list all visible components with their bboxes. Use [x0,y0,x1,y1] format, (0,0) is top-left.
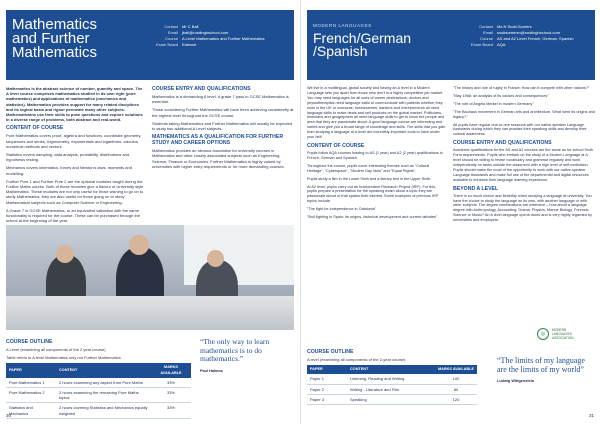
contact-value: Ms N Scott-Somers [497,24,532,29]
course-outline [6,336,191,419]
section-heading: MATHEMATICS AS A QUALIFICATION FOR FURTHER STUDY AND CAREER OPTIONS [152,134,284,147]
quote-text: “The only way to learn mathematics is to do mathematics.” [200,337,270,363]
contact-block [154,24,264,48]
globe-icon: ◎ [537,328,549,340]
body-text: All pupils have regular one-to-one sessions with our native-speaker Language Assistants during which they can practise their speaking skills and develop their cultural awareness. [453,122,587,137]
table-header: PAPER [6,363,56,377]
body-text: There is so much choice and flexibility when studying a language at university. You have the choice to study the language on its own, with another language or with other subjects. The degree combinations are extensive – how about a language degree with Anthropology, Accounting, Drama, Physics, Marine Biology, Forensic Science or Music? An A level language opens doors and is very highly regarded by universities and employers. [453,193,592,223]
contact-label: Course [165,36,178,41]
body-text: At A2 level, pupils carry out an Independent Research Project (IRP). For this, pupils prepare a presentation for the speaking exam about a topic they are passionate about or that sparks their interest. Some examples of previous IRP topics include: [307,184,439,204]
left-column-1 [6,86,144,226]
page-number: 30 [6,413,12,418]
table-cell: 2 hours covering Statistics and Mechanics equally weighted [56,403,151,418]
left-column-2 [152,86,294,172]
table-header: MARKS AVAILABLE [435,365,477,374]
section-heading: CONTENT OF COURSE [6,125,64,132]
body-text: "The role of Angela Merkel in modern Germany" [453,101,534,106]
table-cell: Pure Mathematics 1 [6,378,56,388]
table-cell: 33% [151,378,191,388]
table-header: PAPER [307,365,347,374]
right-column-2 [453,86,595,226]
contact-value: Mr C Ball [182,24,199,29]
body-text: "The history and role of rugby in France: How can it compete with other nations?" [453,86,590,90]
table-cell: 120 [435,394,477,404]
section-heading: COURSE ENTRY AND QUALIFICATIONS [152,86,251,92]
table-cell: Statistics and Mechanics [6,403,56,418]
page-number: 31 [588,413,594,418]
right-column-1 [307,86,447,223]
table-row [6,388,191,403]
body-text: Pure Mathematics covers proof, algebra and functions, coordinate geometry, sequences and series, trigonometry, exponentials and logarithms, calculus, numerical methods and vectors. [6,133,142,149]
table-row [307,394,477,404]
section-heading: BEYOND A LEVEL [453,185,499,192]
contact-value: A Level Mathematics and Further Mathematics [182,36,265,41]
title-line: Mathematics [12,16,98,33]
body-text: Pupils follow AQA courses leading to AS (1 year) and A2 (2 year) qualifications in French, German and Spanish. [307,150,443,160]
contact-label: Contact [479,24,493,29]
contact-value: AQA [497,42,506,47]
course-table [6,363,191,418]
contact-label: Exam Board [470,42,493,47]
body-text: Further Pure 1 and Further Pure 2 are the optional modules taught during the Further Maths course. Both of these modules give a flavour of University style Mathematics. These modules are not only useful for those wishing to go on to study Mathematics; they are also useful for those going on to study Mathematical subjects such as Computer Science or Engineering. [6,178,144,205]
quote-author: Paul Halmos [200,368,223,373]
header-band [307,10,595,80]
body-text: "The Bauhaus movement in German arts and architecture. What were its origins and legacy?" [453,109,595,119]
section-heading: COURSE ENTRY AND QUALIFICATIONS [453,140,552,147]
classroom-photo [6,225,294,330]
table-row [6,403,191,418]
contact-value: Edexcel [182,42,197,47]
quote-block [497,356,593,386]
table-cell: Paper 3 [307,394,347,404]
logo-text: ASSOCIATION [552,336,574,340]
course-outline-sub: A level (examining all components of the 2-year course) [307,357,406,362]
table-row [307,374,477,384]
title-line: Mathematics [12,44,98,61]
course-outline-heading: COURSE OUTLINE [307,349,354,355]
course-outline-heading: COURSE OUTLINE [6,339,53,345]
quote-author: Ludwig Wittgenstein [497,379,535,383]
body-text: "The fight for independence in Catalonia" [307,207,376,212]
course-outline-sub: A Level (examining all components of the 2 year course) [6,347,106,352]
title-line: and Further [12,30,90,47]
logo-text: LANGUAGES [552,332,572,336]
course-outline [307,346,477,405]
intro-text: Mathematics is the abstract science of number, quantity and space. The A level course comprises mathematics studied in its own right (pure mathematics) and applications of mathematics (mechanics and statistics). Mathematics provides support for many related disciplines and its logical basis and rigour permeate many other subjects. Mathematicians use their skills to pose questions and explore solutions in a diverse range of problems, both abstract and real-world. [6,86,143,123]
contact-label: Email [482,30,493,35]
header-band [6,10,294,80]
table-cell: Paper 1 [307,374,347,384]
table-cell: Pure Mathematics 2 [6,388,56,403]
table-caption: Table refers to A level Mathematics only not Further Mathematics [6,355,121,361]
body-text: Statistics covers sampling, data analysis, probability, distributions and hypothesis testing. [6,152,130,163]
title-line: /Spanish [313,43,368,59]
quote-block [200,338,294,375]
page-title [313,32,433,58]
contact-value: jball@rowlinghschool.com [182,30,229,35]
table-cell: 100 [435,374,477,384]
contact-label: Exam Board [155,42,178,47]
contact-label: Contact [164,24,178,29]
table-header: CONTENT [347,365,435,374]
right-page [300,0,600,424]
table-cell: Listening, Reading and Writing [347,374,435,384]
title-line: French/German [313,30,412,46]
body-text: Academic qualifications for the AS and A2 courses are the same as for school Sixth Form requirements. Pupils who embark on the study of a Modern Language at A level should be willing to revise vocabulary and grammar regularly and work independently on tasks outside the classroom with a high level of self-motivation. Pupils should make the most of the opportunity to work with our native-speaker Language Assistants and make full use of the departmental and digital resources available to enhance their language learning experience. [453,148,593,182]
page-title [12,18,162,60]
table-cell: 33% [151,388,191,403]
table-header: CONTENT [56,363,151,377]
contact-value: AS and A2 Level French, German, Spanish [497,36,574,41]
contact-value: scottsomersn@rowlinghschool.com [497,30,560,35]
body-text: Mathematics is a demanding A level. A grade 7 pass in GCSE Mathematics is essential. [152,94,289,105]
logo-text: MODERN [552,328,567,332]
table-cell: 80 [435,384,477,394]
table-cell: Writing - Literature and Film [347,384,435,394]
contact-label: Email [167,30,178,35]
table-row [307,384,477,394]
table-cell: Paper 2 [307,384,347,394]
table-cell: 2 hours examining any aspect from Pure Maths [56,378,151,388]
body-text: Throughout the course, pupils cover interesting themes such as "Cultural Heritage", "Cyberspace", "Modern Day Idols" and "Equal Rights". [307,163,430,173]
intro-text: We live in a multilingual, global society and having an A level in a Modern Language sets you apart from those who don't in a highly competitive job market. You may need languages for all sorts of career destinations; doctors and physiotherapists need language skills to communicate with patients whether they work in the UK or overseas; businessmen, bankers and entrepreneurs all need language skills to make deals and sell products on the global market. Politicians, historians and geographers all need language skills to get to know the people and area that they are passionate about. A good language course are interesting and varied and give you a broad range of knowledge and skills. The skills that you gain from studying a language at A level are incredibly important tools to have under your belt. [307,86,446,140]
body-text: Mechanics covers kinematics, forces and Newton's laws, moments and modelling. [6,165,132,176]
table-header: MARKS AVAILABLE [151,363,191,377]
contact-block [469,24,574,48]
course-table [307,365,477,405]
table-cell: 33% [151,403,191,418]
table-cell: Speaking [347,394,435,404]
body-text: A Grade 7 in GCSE Mathematics, or an equivalent validation with the same functionality is required for the course. These can be purchased through the school at the beginning of the year. [6,207,141,224]
section-heading: CONTENT OF COURSE [307,142,365,149]
body-text: Pupils study a film in the Lower Sixth and a literary text in the Upper Sixth. [307,176,432,181]
body-text: Students taking Mathematics and Further Mathematics will usually be expected to study two additional A Level subjects. [152,120,293,132]
table-row [6,378,191,388]
body-text: "Bull-fighting in Spain: its origins, historical development and current debates" [307,215,438,220]
quote-text: “The limits of my language are the limits of my world” [497,356,585,374]
contact-label: Course [480,36,493,41]
body-text: "May 1968: an analysis of its causes and consequences" [453,93,549,98]
table-cell: 2 hours examining the remaining Pure Maths topics [56,388,151,403]
body-text: Those considering Further Mathematics will have been achieving consistently at the highest level throughout the GCSE course. [152,107,294,118]
subject-category: MODERN LANGUAGES [313,23,372,28]
mla-logo [537,328,574,340]
body-text: Mathematics provides an obvious foundation for university courses in Mathematics and other closely associated subjects such as Engineering, Science, Finance or Economics. Further Mathematics is highly valued by universities with higher entry requirements or for more demanding courses. [152,148,285,169]
